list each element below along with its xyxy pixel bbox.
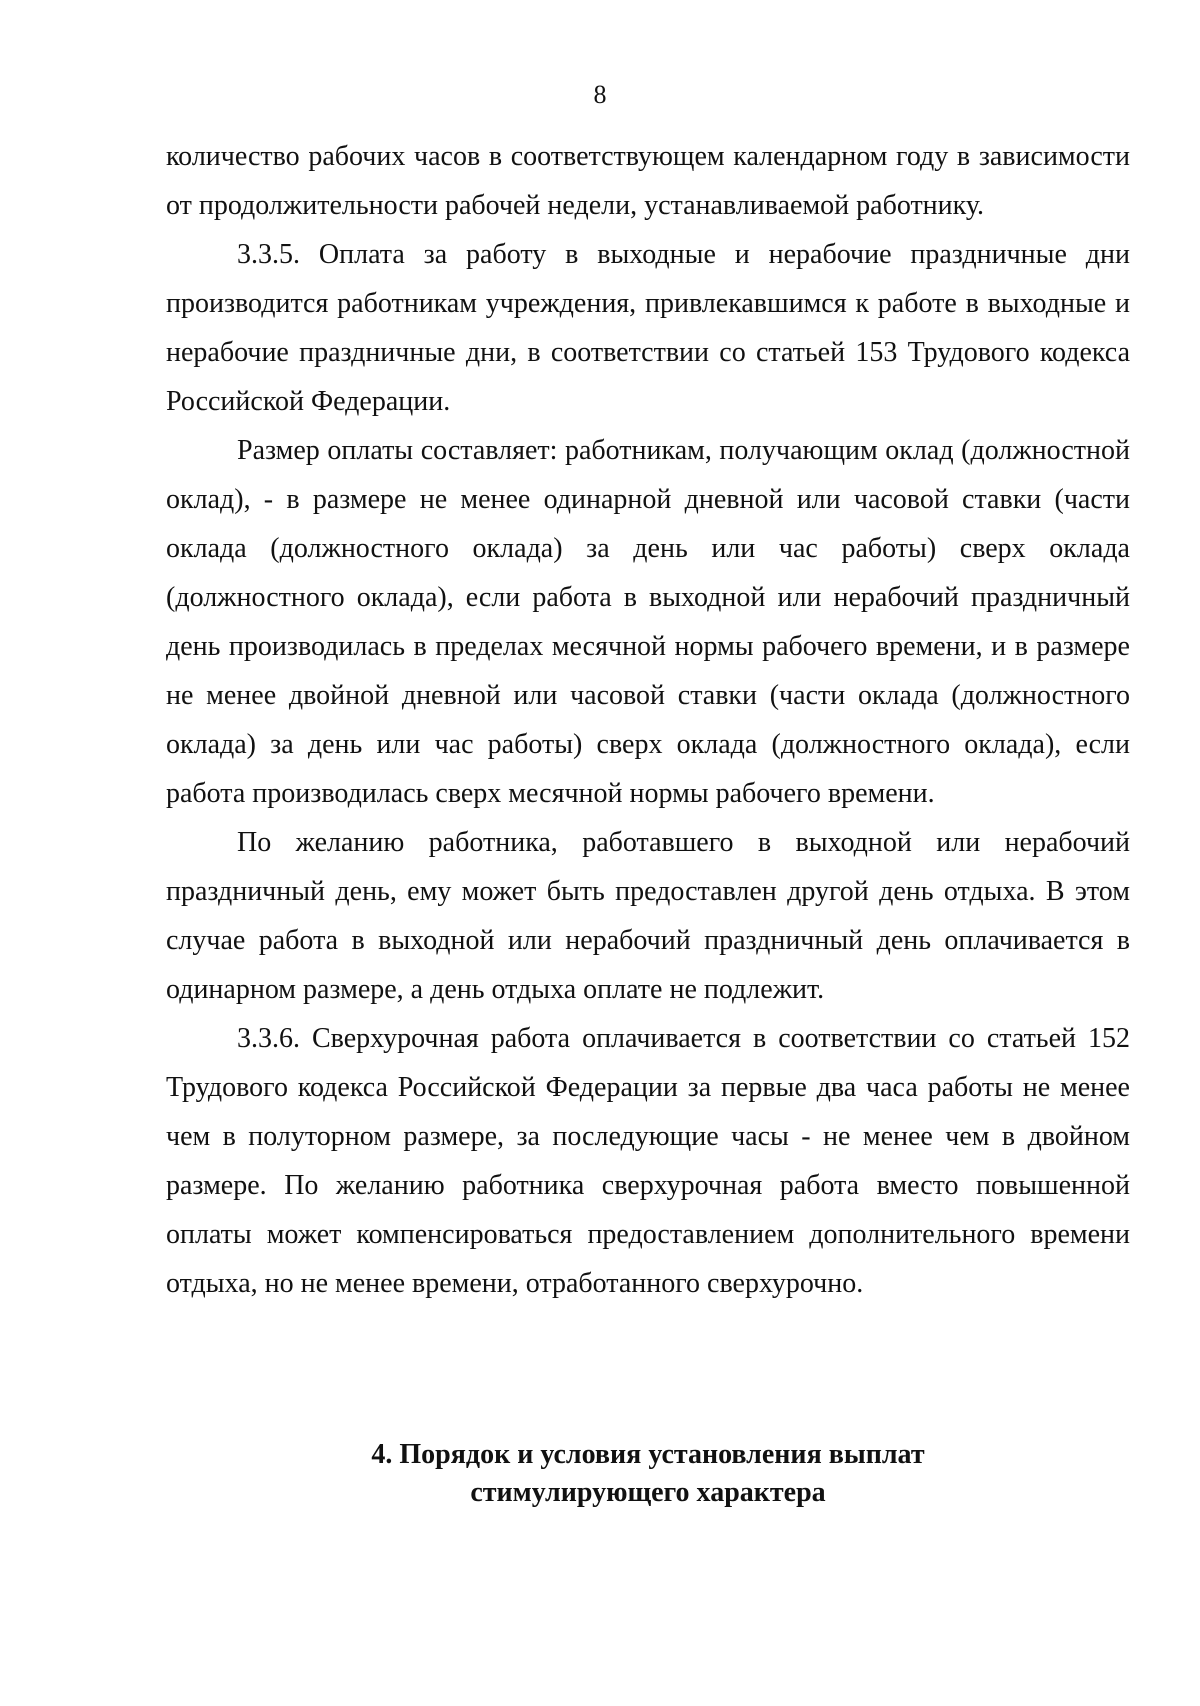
- document-body: [166, 132, 1130, 1308]
- paragraph-3-3-6: 3.3.6. Сверхурочная работа оплачивается в соответствии со статьей 152 Трудового кодекса Российской Федерации за первые два часа работы не менее чем в полуторном размере, за последующие часы - не менее чем в двойном размере. По желанию работника сверхурочная работа вместо повышенной оплаты может компенсироваться предоставлением дополнительного времени отдыха, но не менее времени, отработанного сверхурочно.: [166, 1023, 1130, 1299]
- paragraph-continuation: количество рабочих часов в соответствующем календарном году в зависимости от продолжительности рабочей недели, устанавливаемой работнику.: [166, 141, 1130, 221]
- paragraph-3-3-5: 3.3.5. Оплата за работу в выходные и нерабочие праздничные дни производится работникам учреждения, привлекавшимся к работе в выходные и нерабочие праздничные дни, в соответствии со статьей 153 Трудового кодекса Российской Федерации.: [166, 239, 1130, 417]
- page-number: 8: [593, 80, 607, 109]
- section-heading-line-2: стимулирующего характера: [470, 1477, 826, 1508]
- section-heading: [166, 1436, 1130, 1512]
- paragraph-payment-amount: Размер оплаты составляет: работникам, получающим оклад (должностной оклад), - в размере не менее одинарной дневной или часовой ставки (части оклада (должностного оклада) за день или час работы) сверх оклада (должностного оклада), если работа в выходной или нерабочий праздничный день производилась в пределах месячной нормы рабочего времени, и в размере не менее двойной дневной или часовой ставки (части оклада (должностного оклада) за день или час работы) сверх оклада (должностного оклада), если работа производилась сверх месячной нормы рабочего времени.: [166, 435, 1130, 809]
- paragraph-day-off: По желанию работника, работавшего в выходной или нерабочий праздничный день, ему может быть предоставлен другой день отдыха. В этом случае работа в выходной или нерабочий праздничный день оплачивается в одинарном размере, а день отдыха оплате не подлежит.: [166, 827, 1130, 1005]
- section-heading-line-1: 4. Порядок и условия установления выплат: [371, 1439, 925, 1470]
